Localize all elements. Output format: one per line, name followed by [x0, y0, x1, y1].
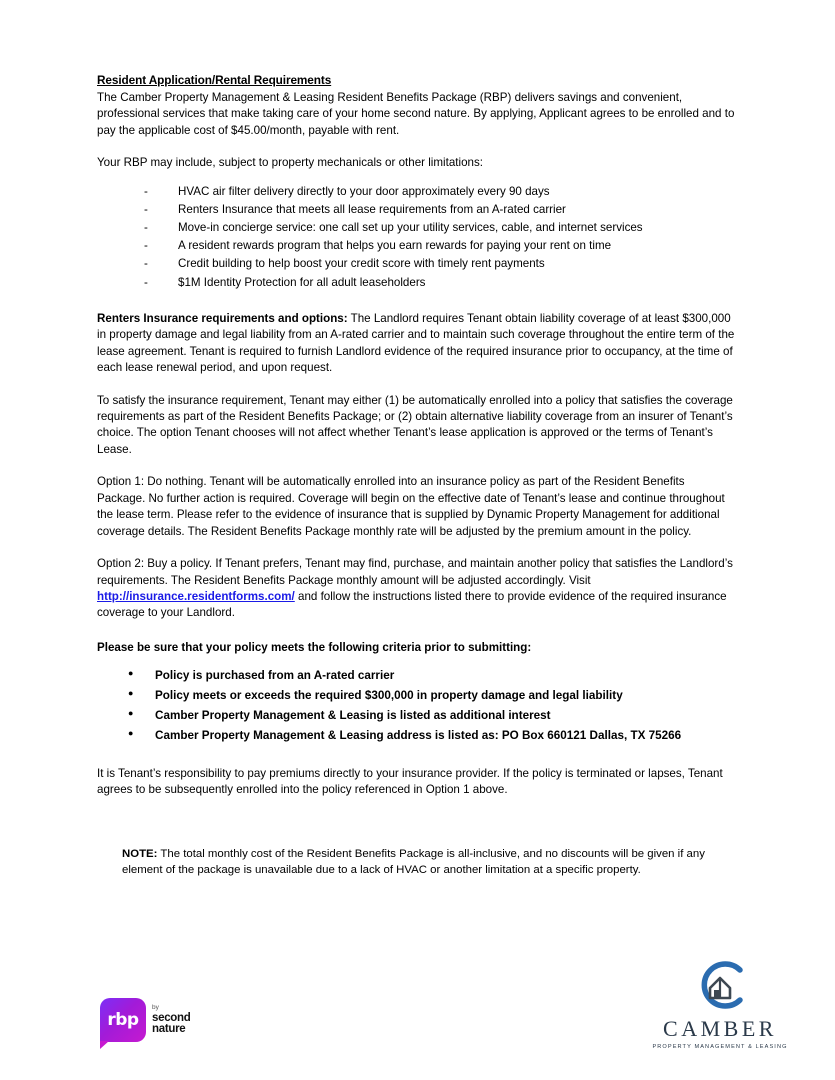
renters-insurance-heading: Renters Insurance requirements and options:	[97, 311, 348, 325]
benefits-list	[97, 184, 735, 292]
camber-house-icon	[693, 958, 747, 1012]
list-item: - Credit building to help boost your credit score with timely rent payments	[144, 256, 735, 273]
list-item: - Renters Insurance that meets all lease requirements from an A-rated carrier	[144, 202, 735, 219]
list-item: ● Camber Property Management & Leasing address is listed as: PO Box 660121 Dallas, TX 75266	[128, 728, 735, 745]
spacer	[97, 458, 735, 474]
benefits-lead: Your RBP may include, subject to property mechanicals or other limitations:	[97, 156, 484, 170]
spacer	[97, 139, 735, 155]
spacer	[97, 172, 735, 184]
rbp-logo	[100, 998, 190, 1042]
criteria-heading: Please be sure that your policy meets the following criteria prior to submitting:	[97, 640, 532, 654]
option-1-paragraph: Option 1: Do nothing. Tenant will be automatically enrolled into an insurance policy as part of the Resident Benefits Package. No further action is required. Coverage will begin on the effective date of Tenant’s lease and continue throughout the lease term. Please refer to the evidence of insurance that is supplied by Dynamic Property Management for additional coverage details. The Resident Benefits Package monthly rate will be adjusted by the premium amount in the policy.	[97, 475, 725, 538]
page-title: Resident Application/Rental Requirements	[97, 73, 332, 87]
page-footer	[0, 970, 835, 1080]
responsibility-paragraph: It is Tenant’s responsibility to pay premiums directly to your insurance provider. If the policy is terminated or lapses, Tenant agrees to be subsequently enrolled into the policy referenced in Option 1 above.	[97, 766, 723, 797]
rbp-mark-text: rbp	[107, 1010, 139, 1030]
camber-logo	[630, 958, 810, 1050]
spacer	[97, 817, 735, 835]
rbp-mark-icon	[100, 998, 146, 1042]
list-item: ● Policy meets or exceeds the required $300,000 in property damage and legal liability	[128, 688, 735, 705]
option-2-paragraph	[97, 556, 735, 622]
criteria-list	[97, 668, 735, 744]
list-item: - Move-in concierge service: one call set up your utility services, cable, and internet services	[144, 220, 735, 237]
insurance-link[interactable]: http://insurance.residentforms.com/	[97, 590, 295, 604]
spacer	[97, 656, 735, 668]
note-paragraph	[122, 846, 747, 879]
spacer	[97, 377, 735, 393]
spacer	[97, 622, 735, 640]
document-body	[97, 72, 735, 879]
note-text: The total monthly cost of the Resident Benefits Package is all-inclusive, and no discounts will be given if any element of the package is unavailable due to a lack of HVAC or another limitation at a specific property.	[122, 848, 705, 877]
rbp-wordmark	[152, 1005, 190, 1035]
list-item: - $1M Identity Protection for all adult leaseholders	[144, 275, 735, 292]
rbp-nature-label: nature	[152, 1022, 186, 1035]
renters-insurance-body: The Landlord requires Tenant obtain liability coverage of at least $300,000 in property damage and legal liability from an A-rated carrier and to maintain such coverage throughout the entire term of the lease agreement. Tenant is required to furnish Landlord evidence of the required insurance prior to occupancy, at the time of each lease renewal period, and upon request.	[97, 311, 735, 375]
option-2-text-before-link: Option 2: Buy a policy. If Tenant prefers, Tenant may find, purchase, and maintain another policy that satisfies the Landlord’s requirements. The Resident Benefits Package monthly amount will be adjusted accordingly. Visit	[97, 557, 733, 587]
list-item: ● Policy is purchased from an A-rated carrier	[128, 668, 735, 685]
list-item: - HVAC air filter delivery directly to your door approximately every 90 days	[144, 184, 735, 201]
rbp-by-label: by	[152, 1004, 159, 1012]
note-label: NOTE:	[122, 848, 158, 861]
camber-name: CAMBER	[663, 1016, 777, 1041]
spacer	[97, 799, 735, 817]
satisfy-paragraph: To satisfy the insurance requirement, Tenant may either (1) be automatically enrolled into a policy that satisfies the coverage requirements as part of the Resident Benefits Package; or (2) obtain alternative liability coverage from an insurer of Tenant’s choice. The option Tenant chooses will not affect whether Tenant’s lease application is approved or the terms of Tenant’s Lease.	[97, 393, 733, 456]
spacer	[97, 540, 735, 556]
option-2-text-after-link: and follow the instructions listed there to provide evidence of the required insurance coverage to your Landlord.	[97, 590, 727, 620]
intro-paragraph: The Camber Property Management & Leasing Resident Benefits Package (RBP) delivers savings and convenient, professional services that make taking care of your home second nature. By applying, Applicant agrees to be enrolled and to pay the applicable cost of $45.00/month, payable with rent.	[97, 90, 735, 137]
spacer	[97, 293, 735, 311]
camber-subtitle: PROPERTY MANAGEMENT & LEASING	[652, 1044, 788, 1050]
spacer	[97, 748, 735, 766]
renters-insurance-paragraph	[97, 311, 735, 377]
list-item: ● Camber Property Management & Leasing is listed as additional interest	[128, 708, 735, 725]
list-item: - A resident rewards program that helps you earn rewards for paying your rent on time	[144, 238, 735, 255]
rbp-second-label: second	[152, 1011, 191, 1024]
